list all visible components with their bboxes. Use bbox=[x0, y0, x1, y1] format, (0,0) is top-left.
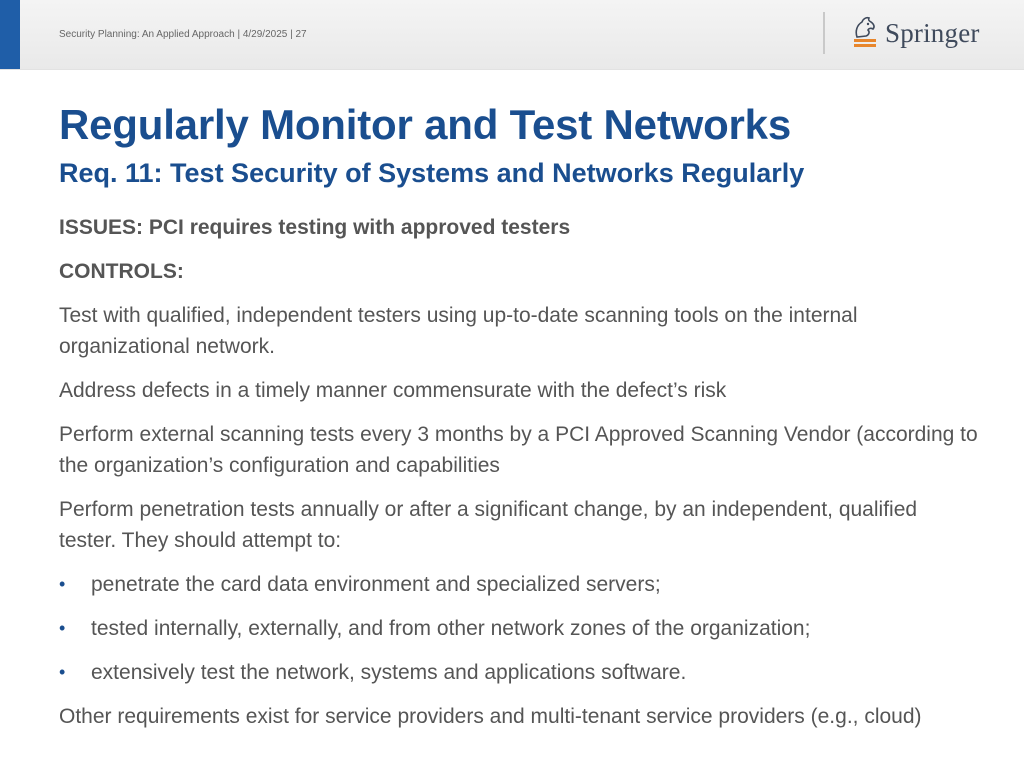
slide-title: Regularly Monitor and Test Networks bbox=[59, 101, 791, 148]
slide-header bbox=[0, 0, 1024, 70]
controls-label: CONTROLS: bbox=[59, 260, 184, 283]
bullet-icon: • bbox=[59, 662, 66, 682]
springer-logo bbox=[851, 14, 980, 52]
slide-footer-text: Security Planning: An Applied Approach | 4/29/2025 | 27 bbox=[59, 29, 307, 40]
issues-line: ISSUES: PCI requires testing with approved testers bbox=[59, 216, 571, 239]
control-paragraph: Address defects in a timely manner commensurate with the defect’s risk bbox=[59, 379, 727, 402]
list-item bbox=[59, 657, 979, 688]
closing-paragraph: Other requirements exist for service providers and multi-tenant service providers (e.g., cloud) bbox=[59, 705, 922, 728]
springer-horse-icon bbox=[851, 15, 879, 51]
penetration-test-list bbox=[59, 569, 979, 688]
bullet-icon: • bbox=[59, 618, 66, 638]
header-divider bbox=[823, 12, 825, 54]
list-item-text: extensively test the network, systems and applications software. bbox=[91, 661, 687, 684]
control-paragraph: Test with qualified, independent testers using up-to-date scanning tools on the internal organizational network. bbox=[59, 304, 858, 358]
control-paragraph: Perform external scanning tests every 3 months by a PCI Approved Scanning Vendor (according to the organization’s configuration and capabilities bbox=[59, 423, 978, 477]
header-accent-bar bbox=[0, 0, 20, 69]
slide-body bbox=[59, 212, 979, 745]
springer-logo-text: Springer bbox=[885, 17, 980, 48]
list-item-text: penetrate the card data environment and specialized servers; bbox=[91, 573, 661, 596]
slide-subtitle: Req. 11: Test Security of Systems and Networks Regularly bbox=[59, 158, 805, 188]
list-item bbox=[59, 569, 979, 600]
control-paragraph: Perform penetration tests annually or after a significant change, by an independent, qualified tester. They should attempt to: bbox=[59, 498, 918, 552]
list-item-text: tested internally, externally, and from other network zones of the organization; bbox=[91, 617, 811, 640]
list-item bbox=[59, 613, 979, 644]
bullet-icon: • bbox=[59, 574, 66, 594]
